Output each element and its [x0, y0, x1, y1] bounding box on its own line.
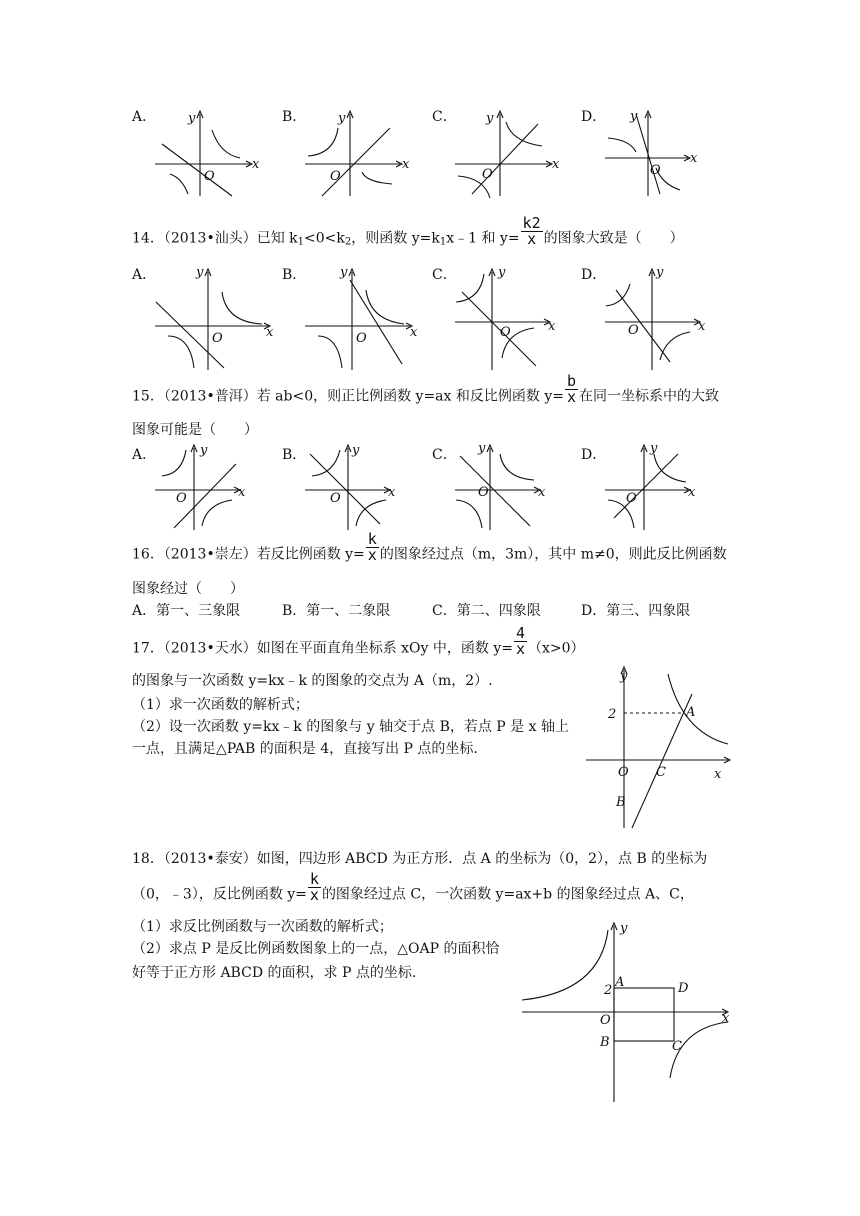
- axis-origin-label: O: [330, 169, 341, 184]
- q13-graph-a: [150, 106, 260, 198]
- q14-graph-c: [450, 262, 580, 372]
- q15-graph-b: [300, 442, 400, 532]
- q16-frac-den: x: [367, 546, 377, 564]
- q17-line3: （1）求一次函数的解析式；: [132, 697, 309, 713]
- q16-option-c: C．第二、四象限: [432, 603, 541, 619]
- q17-fig-O: O: [618, 765, 629, 780]
- axis-x-label: x: [688, 485, 696, 500]
- axis-origin-label: O: [356, 331, 367, 346]
- q15-fraction: [565, 374, 578, 405]
- q17-stem-b: （x>0）: [528, 640, 585, 657]
- q18-fig-y: y: [620, 921, 628, 936]
- q15-graph-d: [600, 442, 700, 532]
- axis-y-label: y: [630, 109, 638, 124]
- q17-fig-y: y: [620, 669, 628, 684]
- q17-stem-a: 17．（2013•天水）如图在平面直角坐标系 xOy 中，函数 y=: [132, 640, 513, 657]
- axis-x-label: x: [538, 485, 546, 500]
- q14-label-c: C．: [432, 267, 457, 283]
- axis-y-label: y: [196, 265, 204, 280]
- axis-origin-label: O: [650, 163, 661, 178]
- axis-origin-label: O: [212, 331, 223, 346]
- q18-fig-C: C: [672, 1039, 682, 1054]
- q15-label-d: D．: [581, 447, 607, 463]
- axis-origin-label: O: [330, 491, 341, 506]
- axis-y-label: y: [338, 111, 346, 126]
- q15-label-c: C．: [432, 447, 457, 463]
- axis-y-label: y: [188, 111, 196, 126]
- q18-fraction: [308, 872, 321, 903]
- q14-sub1: 1: [297, 236, 305, 248]
- q17-line5: 一点，且满足△PAB 的面积是 4，直接写出 P 点的坐标.: [132, 741, 478, 757]
- q17-stem: [132, 624, 585, 658]
- q18-figure: [516, 920, 746, 1105]
- q16-fraction: [366, 532, 379, 563]
- q18-frac-num: k: [309, 870, 319, 888]
- q17-frac-num: 4: [515, 624, 526, 642]
- axis-x-label: x: [266, 325, 274, 340]
- axis-origin-label: O: [204, 169, 215, 184]
- q14-stem-a: 14．（2013•汕头）已知 k: [132, 230, 298, 247]
- q14-stem-b: <0<k: [304, 230, 345, 247]
- q17-fraction: [514, 626, 527, 657]
- q15-graph-a: [150, 442, 250, 532]
- q13-graph-c: [450, 106, 560, 198]
- q18-stem: [132, 870, 694, 904]
- q17-fig-x: x: [714, 767, 722, 782]
- q13-label-d: D．: [581, 109, 607, 125]
- axis-y-label: y: [352, 443, 360, 458]
- q18-frac-den: x: [309, 886, 319, 904]
- q16-option-b: B．第一、二象限: [282, 603, 391, 619]
- axis-x-label: x: [552, 157, 560, 172]
- q18-fig-A: A: [615, 975, 625, 990]
- q16-stem-a: 16．（2013•崇左）若反比例函数 y=: [132, 546, 365, 563]
- q14-stem-c: ，则函数 y=k: [351, 230, 440, 247]
- q18-line4: （2）求点 P 是反比例函数图象上的一点，△OAP 的面积恰: [132, 941, 500, 957]
- axis-x-label: x: [402, 157, 410, 172]
- axis-x-label: x: [690, 151, 698, 166]
- q17-line4: （2）设一次函数 y=kx﹣k 的图象与 y 轴交于点 B，若点 P 是 x 轴上: [132, 719, 569, 735]
- q17-line2: 的图象与一次函数 y=kx﹣k 的图象的交点为 A（m，2）.: [132, 673, 493, 689]
- axis-origin-label: O: [500, 325, 511, 340]
- q14-frac-den: x: [527, 230, 537, 248]
- q18-line3: （1）求反比例函数与一次函数的解析式；: [132, 919, 393, 935]
- q18-fig-D: D: [678, 981, 689, 996]
- q15-stem: [132, 372, 719, 406]
- q18-fig-x: x: [722, 1011, 730, 1026]
- q15-label-b: B．: [282, 447, 307, 463]
- q15-stem-line2: 图象可能是（ ）: [132, 422, 258, 438]
- q16-stem-line2: 图象经过（ ）: [132, 581, 244, 597]
- axis-y-label: y: [340, 265, 348, 280]
- q18-stem-a: （0，﹣3），反比例函数 y=: [132, 886, 307, 903]
- axis-x-label: x: [548, 319, 556, 334]
- q13-label-c: C．: [432, 109, 457, 125]
- axis-origin-label: O: [626, 491, 637, 506]
- axis-x-label: x: [410, 325, 418, 340]
- q13-label-b: B．: [282, 109, 307, 125]
- q18-fig-O: O: [600, 1013, 611, 1028]
- q14-frac-num: k2: [522, 214, 541, 232]
- q14-sub3: 1: [439, 236, 447, 248]
- axis-origin-label: O: [478, 485, 489, 500]
- q13-graph-d: [600, 106, 710, 198]
- q18-line1: 18．（2013•泰安）如图，四边形 ABCD 为正方形．点 A 的坐标为（0，2），点 B 的坐标为: [132, 851, 708, 867]
- q16-option-a: A．第一、三象限: [132, 603, 241, 619]
- q14-label-d: D．: [581, 267, 607, 283]
- q14-stem-d: x﹣1 和 y=: [446, 230, 520, 247]
- q14-stem-e: 的图象大致是（ ）: [543, 230, 684, 247]
- q16-stem-b: 的图象经过点（m，3m），其中 m≠0，则此反比例函数: [379, 546, 727, 563]
- q18-fig-two: 2: [604, 983, 613, 998]
- q17-figure: [580, 660, 740, 830]
- q17-fig-A: A: [686, 705, 696, 720]
- q15-stem-b: 在同一坐标系中的大致: [579, 388, 719, 405]
- q14-graph-a: [150, 262, 280, 372]
- q17-frac-den: x: [515, 640, 526, 658]
- q18-line5: 好等于正方形 ABCD 的面积，求 P 点的坐标.: [132, 965, 417, 981]
- q14-label-a: A．: [132, 267, 157, 283]
- q18-fig-B: B: [600, 1035, 610, 1050]
- q14-sub2: 2: [344, 236, 352, 248]
- q15-frac-num: b: [566, 372, 576, 390]
- q15-stem-a: 15．（2013•普洱）若 ab<0，则正比例函数 y=ax 和反比例函数 y=: [132, 388, 564, 405]
- q14-fraction: [521, 216, 543, 247]
- axis-y-label: y: [498, 265, 506, 280]
- q15-label-a: A．: [132, 447, 157, 463]
- q16-stem: [132, 530, 727, 564]
- q18-stem-b: 的图象经过点 C，一次函数 y=ax+b 的图象经过点 A、C，: [321, 886, 694, 903]
- q14-label-b: B．: [282, 267, 307, 283]
- axis-x-label: x: [388, 485, 396, 500]
- axis-y-label: y: [650, 441, 658, 456]
- axis-origin-label: O: [628, 323, 639, 338]
- axis-y-label: y: [486, 111, 494, 126]
- q13-label-a: A．: [132, 109, 157, 125]
- q15-frac-den: x: [566, 388, 576, 406]
- axis-x-label: x: [252, 157, 260, 172]
- q15-graph-c: [450, 442, 550, 532]
- q16-option-d: D．第三、四象限: [581, 603, 691, 619]
- q14-graph-b: [300, 262, 430, 372]
- q14-graph-d: [600, 262, 730, 372]
- axis-y-label: y: [200, 443, 208, 458]
- axis-y-label: y: [478, 441, 486, 456]
- axis-y-label: y: [656, 265, 664, 280]
- q16-frac-num: k: [367, 530, 377, 548]
- q14-stem: [132, 214, 684, 248]
- axis-x-label: x: [698, 319, 706, 334]
- q13-graph-b: [300, 106, 410, 198]
- q17-fig-two: 2: [608, 707, 617, 722]
- q17-fig-B: B: [616, 795, 626, 810]
- axis-origin-label: O: [176, 491, 187, 506]
- q17-fig-C: C: [656, 765, 666, 780]
- axis-origin-label: O: [482, 167, 493, 182]
- axis-x-label: x: [238, 485, 246, 500]
